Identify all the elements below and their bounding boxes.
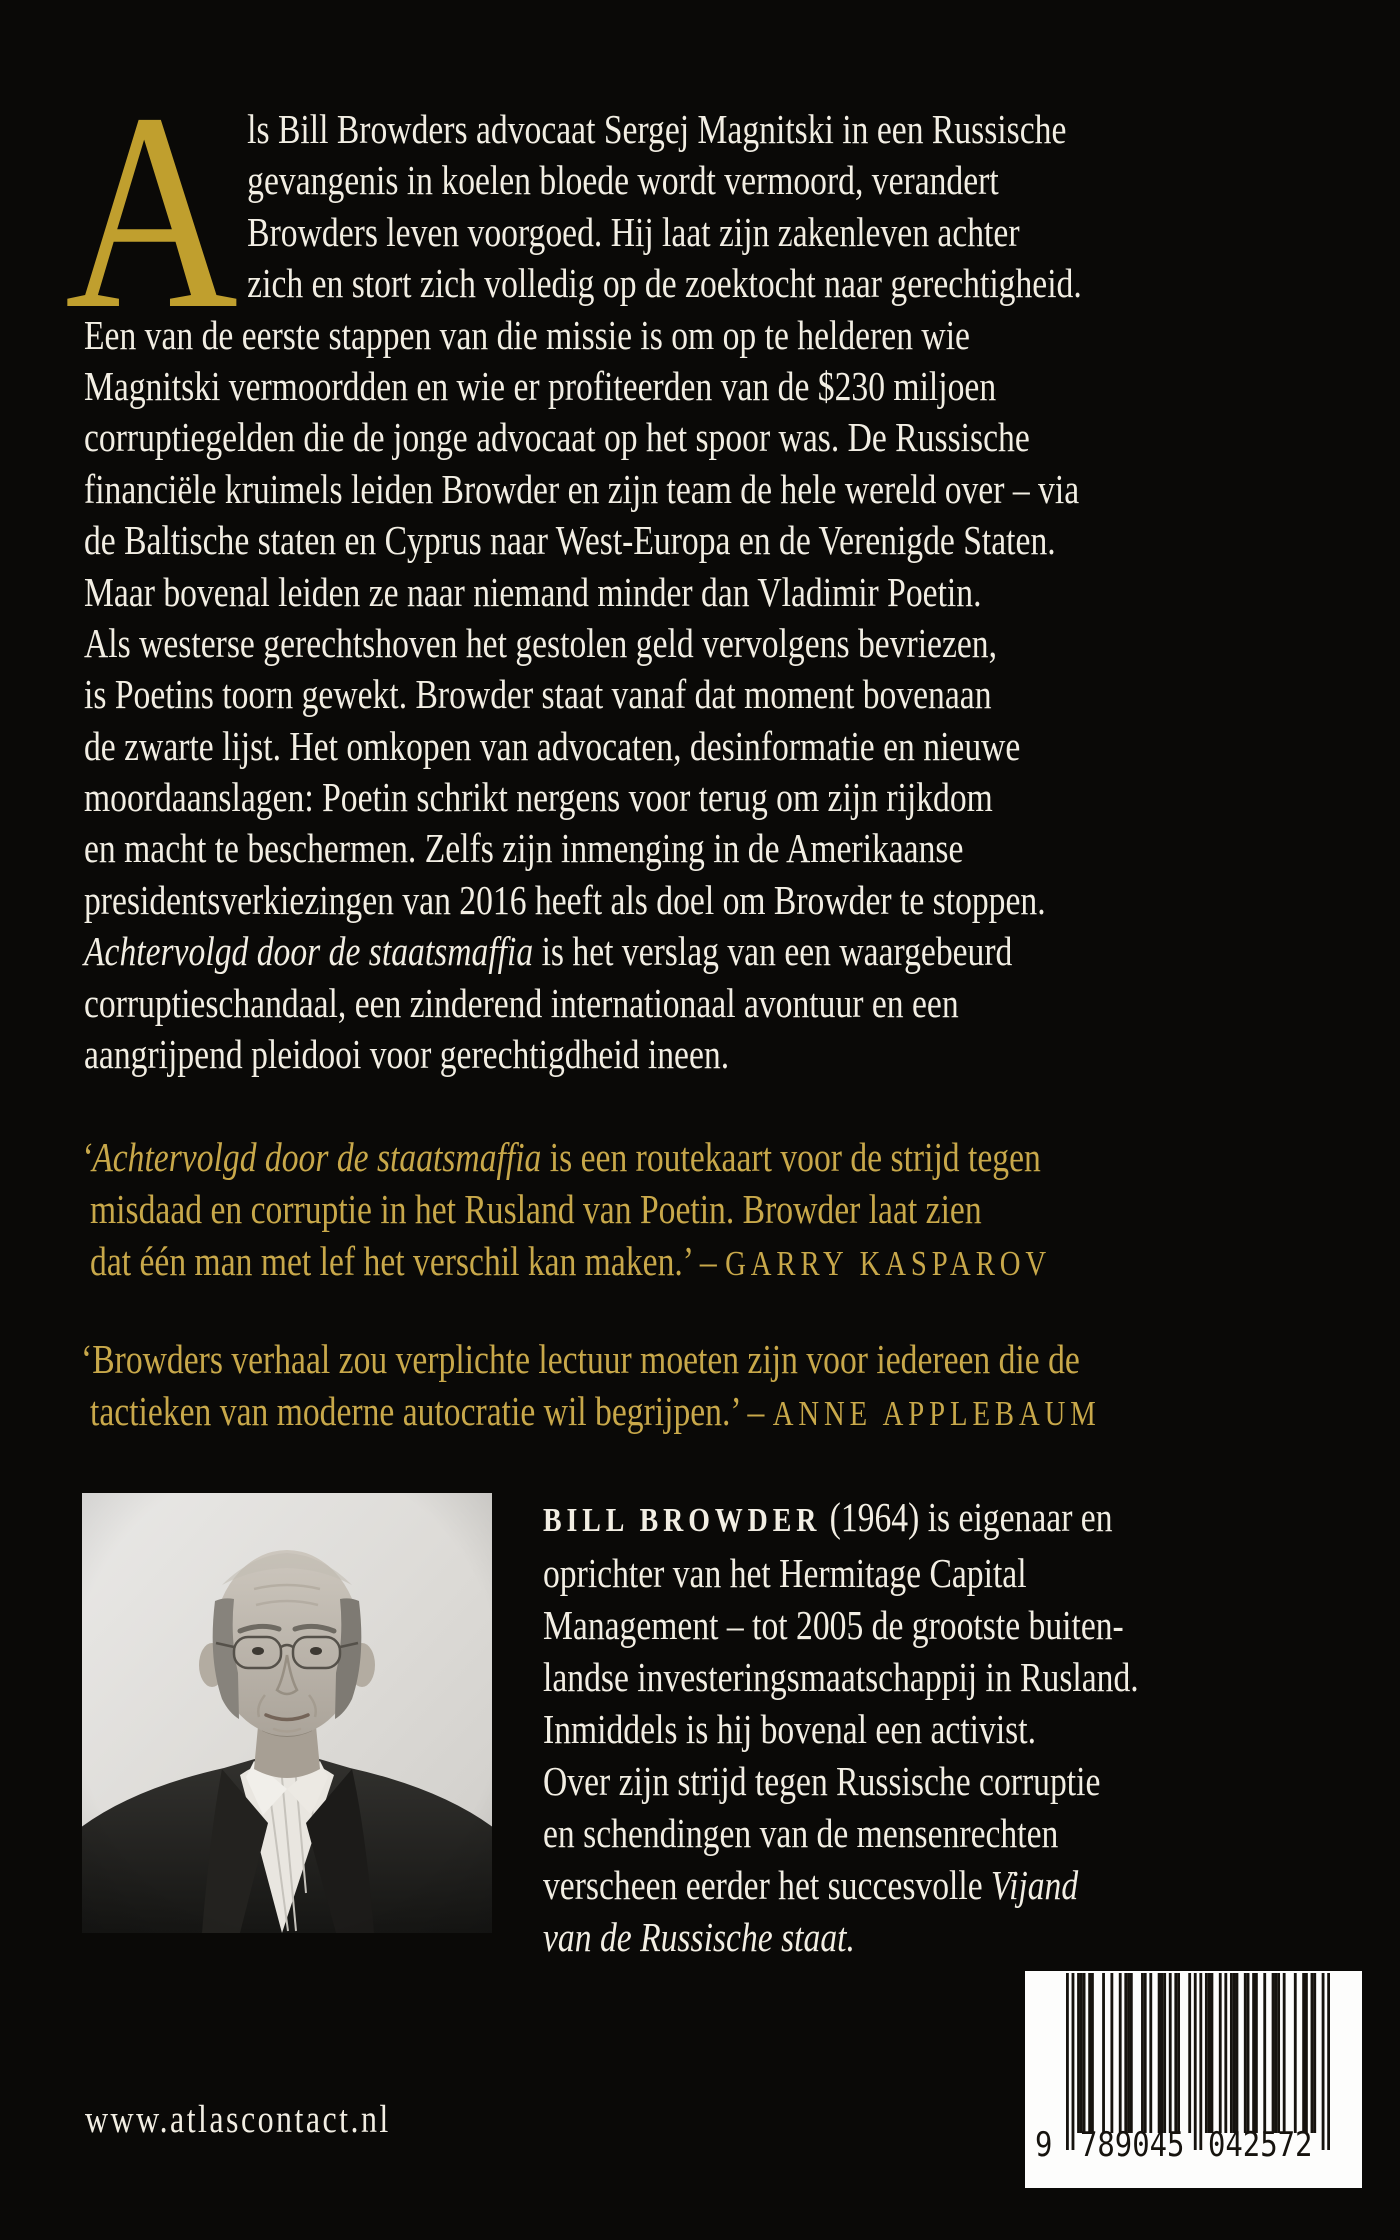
- blurb-line: de zwarte lijst. Het omkopen van advocaten, desinformatie en nieuwe: [84, 722, 1021, 769]
- quote-line: [81, 1235, 1245, 1290]
- blurb-line: gevangenis in koelen bloede wordt vermoord, verandert: [247, 157, 999, 204]
- isbn-barcode: [1025, 1971, 1362, 2188]
- book-title-italic: Achtervolgd door de staatsmaffia: [84, 928, 534, 975]
- bio-line: Management – tot 2005 de grootste buiten-: [543, 1602, 1124, 1648]
- bio-line: Inmiddels is hij bovenal een activist.: [543, 1706, 1036, 1752]
- bio-line: [543, 1859, 1363, 1911]
- quote-book-title-italic: ‘Achtervolgd door de staatsmaffia: [81, 1134, 542, 1180]
- quote-applebaum: [81, 1333, 1245, 1440]
- blurb-text: [84, 104, 1248, 1080]
- blurb-line: Een van de eerste stappen van die missie is om op te helderen wie: [84, 311, 970, 358]
- blurb-line: en macht te beschermen. Zelfs zijn inmenging in de Amerikaanse: [84, 825, 964, 872]
- blurb-line: corruptieschandaal, een zinderend internationaal avontuur en een: [84, 979, 959, 1026]
- quote-line: misdaad en corruptie in het Rusland van Poetin. Browder laat zien: [90, 1186, 982, 1232]
- author-photo: [82, 1493, 492, 1933]
- bio-line: landse investeringsmaatschappij in Rusland.: [543, 1654, 1139, 1700]
- blurb-line: Maar bovenal leiden ze naar niemand minder dan Vladimir Poetin.: [84, 568, 982, 615]
- publisher-website: www.atlascontact.nl: [85, 2098, 391, 2141]
- dropcap-letter: A: [65, 55, 239, 367]
- blurb-line: corruptiegelden die de jonge advocaat op het spoor was. De Russische: [84, 414, 1030, 461]
- quote-line-rest: is een routekaart voor de strijd tegen: [541, 1134, 1041, 1180]
- blurb-line: Magnitski vermoordden en wie er profiteerden van de $230 miljoen: [84, 362, 997, 409]
- quote-line: [81, 1385, 1245, 1440]
- blurb-line: is Poetins toorn gewekt. Browder staat vanaf dat moment bovenaan: [84, 671, 992, 718]
- bio-line-pre: verscheen eerder het succesvolle: [543, 1862, 992, 1908]
- blurb-line: Als westerse gerechtshoven het gestolen geld vervolgens bevriezen,: [84, 619, 998, 666]
- previous-book-title-italic: Vijand: [991, 1862, 1079, 1908]
- bio-line-book-title: van de Russische staat.: [543, 1914, 855, 1960]
- blurb-line: presidentsverkiezingen van 2016 heeft als doel om Browder te stoppen.: [84, 876, 1046, 923]
- bio-line: Over zijn strijd tegen Russische corruptie: [543, 1758, 1101, 1804]
- quote-kasparov: [81, 1131, 1245, 1290]
- bio-line: [543, 1491, 1363, 1547]
- blurb-line: financiële kruimels leiden Browder en zijn team de hele wereld over – via: [84, 465, 1080, 512]
- blurb-line: Browders leven voorgoed. Hij laat zijn zakenleven achter: [247, 208, 1020, 255]
- blurb-line: de Baltische staten en Cyprus naar West-Europa en de Verenigde Staten.: [84, 517, 1056, 564]
- bio-line: oprichter van het Hermitage Capital: [543, 1550, 1027, 1596]
- quote-attribution: ANNE APPLEBAUM: [772, 1394, 1101, 1433]
- barcode-digit-group2: 042572: [1208, 2125, 1313, 2165]
- blurb-line: ls Bill Browders advocaat Sergej Magnitski in een Russische: [247, 106, 1067, 152]
- author-bio: [543, 1491, 1363, 1963]
- blurb-line: moordaanslagen: Poetin schrikt nergens voor terug om zijn rijkdom: [84, 774, 993, 821]
- quote-line: [81, 1131, 1245, 1183]
- quote-attribution: GARRY KASPAROV: [725, 1244, 1052, 1283]
- quote-line: ‘Browders verhaal zou verplichte lectuur moeten zijn voor iedereen die de: [81, 1336, 1080, 1382]
- quote-line-pre: dat één man met lef het verschil kan maken.’ –: [90, 1238, 726, 1284]
- barcode-digit-prefix: 9: [1035, 2125, 1053, 2165]
- barcode-bars: [1066, 1973, 1330, 2150]
- blurb-line: zich en stort zich volledig op de zoektocht naar gerechtigheid.: [247, 260, 1082, 307]
- barcode-digit-group1: 789045: [1080, 2125, 1185, 2165]
- blurb-line-rest: is het verslag van een waargebeurd: [533, 928, 1013, 975]
- bio-line-rest: (1964) is eigenaar en: [821, 1494, 1113, 1540]
- author-name: BILL BROWDER: [543, 1502, 822, 1539]
- blurb-line: aangrijpend pleidooi voor gerechtigdheid ineen.: [84, 1031, 730, 1078]
- blurb-line-book-title: [84, 926, 1248, 977]
- quote-line-pre: tactieken van moderne autocratie wil begrijpen.’ –: [90, 1388, 773, 1434]
- bio-line: en schendingen van de mensenrechten: [543, 1810, 1059, 1856]
